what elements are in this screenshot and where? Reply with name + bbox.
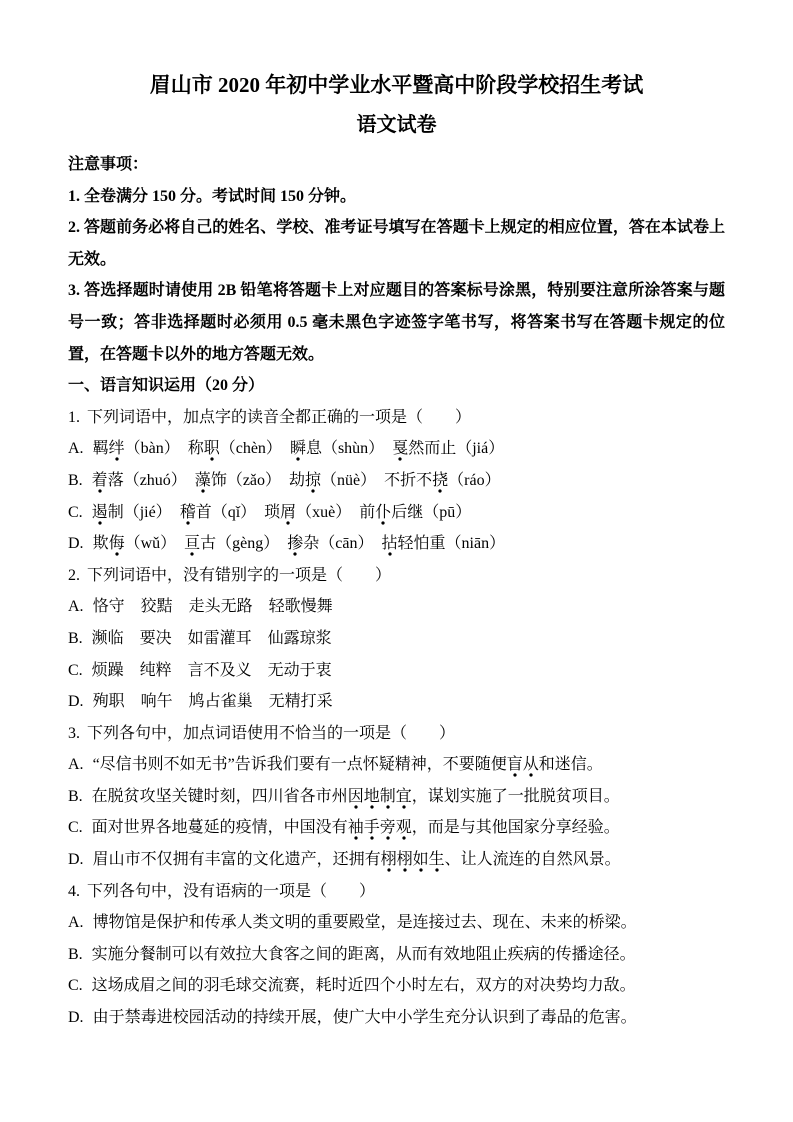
option-label: A. [68, 914, 84, 932]
answer-option [68, 749, 725, 781]
answer-option [68, 812, 725, 844]
text-segment: （nüè） 不折不 [321, 471, 433, 489]
option-text [92, 630, 332, 647]
answer-option [68, 591, 725, 623]
text-segment: 饰（zǎo） 劫 [210, 471, 306, 489]
emphasized-text: 因地制宜 [348, 788, 412, 809]
answer-option [68, 781, 725, 813]
notices-heading: 注意事项： [68, 156, 149, 173]
option-label: B. [68, 787, 83, 805]
paper-body [68, 149, 725, 1034]
text-segment: （chèn） [219, 440, 290, 458]
option-text [92, 977, 636, 994]
question-list [68, 402, 725, 1034]
question-block [68, 560, 725, 718]
option-label: D. [68, 851, 84, 869]
option-label: B. [68, 945, 83, 963]
text-segment: （bàn） 称 [124, 440, 204, 458]
option-text [93, 851, 621, 872]
answer-option [68, 433, 725, 465]
option-text [93, 756, 603, 777]
question-number: 2. [68, 566, 80, 584]
notice-item: 2. 答题前务必将自己的姓名、学校、准考证号填写在答题卡上规定的相应位置，答在本试卷上无效。 [68, 219, 725, 268]
option-label: C. [68, 503, 83, 521]
option-label: C. [68, 819, 83, 837]
question-stem-text: 下列词语中，加点字的读音全都正确的一项是（ ） [87, 408, 472, 426]
text-segment: 欺 [92, 535, 109, 553]
emphasized-text: 职 [204, 440, 220, 461]
question-block [68, 876, 725, 1034]
emphasized-text: 仆 [375, 504, 391, 525]
answer-option [68, 939, 725, 971]
option-text [93, 535, 506, 556]
text-segment: 在脱贫攻坚关键时刻，四川省各市州 [91, 787, 348, 805]
text-segment: （xuè） 前 [296, 503, 376, 521]
answer-option [68, 655, 725, 687]
emphasized-text: 挠 [432, 472, 448, 493]
emphasized-text: 袖手旁观 [348, 819, 412, 840]
option-label: C. [68, 661, 83, 679]
option-text [93, 598, 333, 615]
text-segment: “尽信书则不如无书”告诉我们要有一点怀疑精神，不要随便 [92, 756, 507, 774]
answer-option [68, 907, 725, 939]
emphasized-text: 栩栩如生 [381, 851, 445, 872]
emphasized-text: 遏 [92, 504, 108, 525]
question-block [68, 718, 725, 876]
emphasized-text: 拈 [382, 535, 398, 556]
text-segment: 首（qǐ） 琐 [195, 503, 281, 521]
notice-list [68, 181, 725, 371]
answer-option [68, 970, 725, 1002]
emphasized-text: 掺 [287, 535, 303, 556]
option-label: C. [68, 977, 83, 995]
text-segment: ，而是与其他国家分享经验。 [411, 819, 620, 837]
notices-section [68, 149, 725, 370]
emphasized-text: 绊 [109, 440, 125, 461]
text-segment: 息（shùn） [305, 440, 393, 458]
option-text [93, 440, 505, 461]
option-text [92, 504, 472, 525]
text-segment: 羁 [92, 440, 109, 458]
option-text [93, 693, 333, 710]
question-stem-text: 下列各句中，加点词语使用不恰当的一项是（ ） [87, 724, 456, 742]
answer-option [68, 686, 725, 718]
emphasized-text: 亘 [184, 535, 200, 556]
text-segment: 殉职 响午 鸠占雀巢 无精打采 [92, 693, 333, 711]
text-segment: 古（gèng） [200, 535, 288, 553]
text-segment: （wǔ） [124, 535, 185, 553]
option-label: B. [68, 629, 83, 647]
option-label: B. [68, 471, 83, 489]
text-segment: 然而止（jiá） [408, 440, 505, 458]
answer-option [68, 497, 725, 529]
emphasized-text: 掠 [305, 472, 321, 493]
answer-option [68, 1002, 725, 1034]
option-text [93, 1009, 637, 1026]
option-label: A. [68, 756, 84, 774]
emphasized-text: 着 [92, 472, 108, 493]
text-segment: 眉山市不仅拥有丰富的文化遗产，还拥有 [92, 851, 381, 869]
question-stem [68, 402, 725, 434]
emphasized-text: 藻 [195, 472, 211, 493]
text-segment: 落（zhuó） [107, 471, 195, 489]
emphasized-text: 屑 [280, 504, 296, 525]
answer-option [68, 844, 725, 876]
text-segment: 面对世界各地蔓延的疫情，中国没有 [91, 819, 348, 837]
option-label: A. [68, 598, 84, 616]
question-stem [68, 718, 725, 750]
notice-item: 3. 答选择题时请使用 2B 铅笔将答题卡上对应题目的答案标号涂黑，特别要注意所涂答案与题号一致；答非选择题时必须用 0.5 毫未黑色字迹签字笔书写，将答案书写在答题卡规定的位置，在答题卡以外的地方答题无效。 [68, 282, 725, 363]
question-stem-text: 下列词语中，没有错别字的一项是（ ） [87, 566, 392, 584]
option-label: D. [68, 1009, 84, 1027]
answer-option [68, 623, 725, 655]
text-segment: 制（jié） [107, 503, 180, 521]
text-segment: 和迷信。 [538, 756, 603, 774]
text-segment: 恪守 狡黠 走头无路 轻歌慢舞 [92, 598, 333, 616]
text-segment: 这场成眉之间的羽毛球交流赛，耗时近四个小时左右，双方的对决势均力敌。 [91, 977, 636, 995]
text-segment: 轻怕重（niān） [397, 535, 506, 553]
question-stem [68, 876, 725, 908]
emphasized-text: 盲从 [507, 756, 539, 777]
question-number: 3. [68, 724, 80, 742]
option-label: A. [68, 440, 84, 458]
option-text [92, 662, 332, 679]
emphasized-text: 瞬 [290, 440, 306, 461]
option-text [92, 946, 636, 963]
option-text [92, 788, 620, 809]
text-segment: 博物馆是保护和传承人类文明的重要殿堂，是连接过去、现在、未来的桥梁。 [92, 914, 637, 932]
option-label: D. [68, 535, 84, 553]
text-segment: ，谋划实施了一批脱贫项目。 [411, 787, 620, 805]
emphasized-text: 侮 [109, 535, 125, 556]
text-segment: 后继（pū） [391, 503, 472, 521]
text-segment: 杂（cān） [303, 535, 382, 553]
option-text [92, 819, 620, 840]
option-text [93, 914, 637, 931]
question-number: 4. [68, 882, 80, 900]
text-segment: （ráo） [448, 471, 501, 489]
option-label: D. [68, 693, 84, 711]
text-segment: 由于禁毒进校园活动的持续开展，使广大中小学生充分认识到了毒品的危害。 [92, 1009, 637, 1027]
question-number: 1. [68, 408, 80, 426]
text-segment: 、让人流连的自然风景。 [444, 851, 621, 869]
question-block [68, 402, 725, 560]
emphasized-text: 戛 [392, 440, 408, 461]
question-stem [68, 560, 725, 592]
section-heading: 一、语言知识运用（20 分） [68, 377, 265, 395]
page-title: 眉山市 2020 年初中学业水平暨高中阶段学校招生考试 [149, 73, 644, 97]
page-subtitle: 语文试卷 [356, 114, 437, 136]
question-stem-text: 下列各句中，没有语病的一项是（ ） [87, 882, 376, 900]
answer-option [68, 465, 725, 497]
text-segment: 实施分餐制可以有效拉大食客之间的距离，从而有效地阻止疾病的传播途径。 [91, 945, 636, 963]
emphasized-text: 稽 [180, 504, 196, 525]
notice-item: 1. 全卷满分 150 分。考试时间 150 分钟。 [68, 187, 357, 205]
option-text [92, 472, 501, 493]
answer-option [68, 528, 725, 560]
text-segment: 烦躁 纯粹 言不及义 无动于衷 [91, 661, 332, 679]
text-segment: 濒临 要决 如雷灌耳 仙露琼浆 [91, 629, 332, 647]
